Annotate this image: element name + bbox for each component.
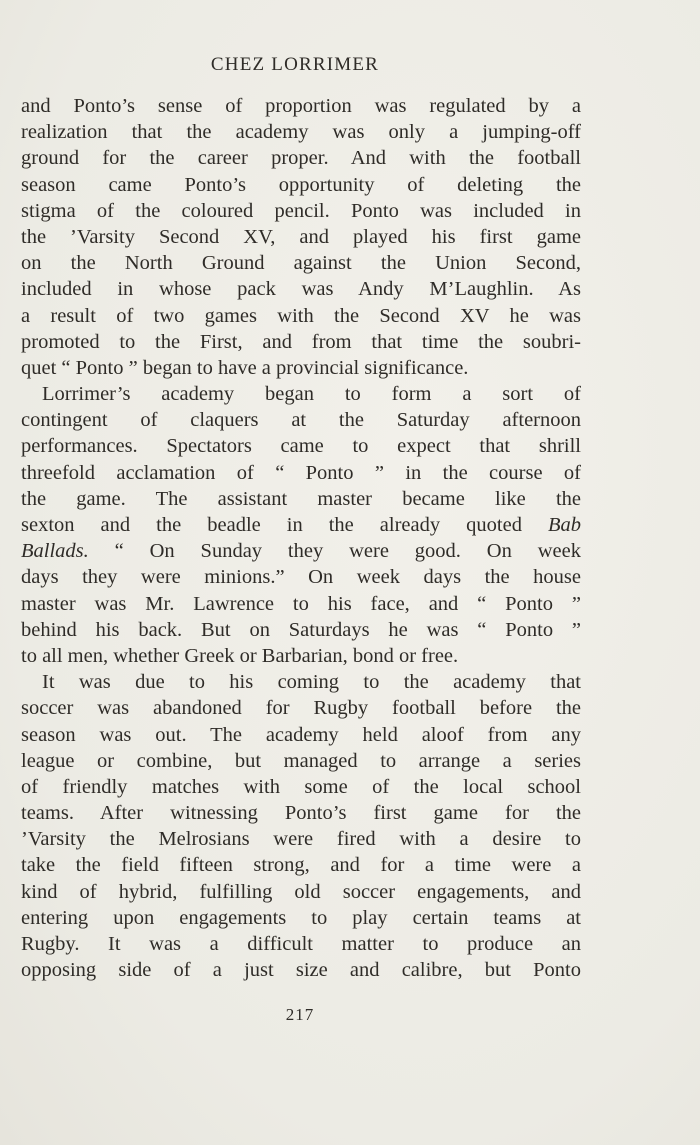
line-text: Rugby. It was a difficult matter to produce an — [21, 933, 581, 955]
text-line — [21, 381, 581, 407]
text-line — [21, 407, 581, 433]
line-text: days they were minions.” On week days the house — [21, 566, 581, 589]
line-text: league or combine, but managed to arrange a series — [21, 749, 581, 772]
text-line — [21, 512, 581, 538]
text-line — [21, 276, 581, 302]
text-line — [21, 695, 581, 721]
text-line — [21, 879, 581, 905]
text-line — [21, 145, 581, 171]
line-text: contingent of claquers at the Saturday afternoon — [21, 409, 581, 432]
line-text: season came Ponto’s opportunity of deleting the — [21, 173, 581, 196]
text-line — [21, 826, 581, 852]
text-line — [21, 303, 581, 329]
line-text: promoted to the First, and from that time the soubri- — [21, 330, 581, 353]
line-text: Lorrimer’s academy began to form a sort of — [42, 383, 581, 406]
line-text: soccer was abandoned for Rugby football before the — [21, 697, 581, 720]
italic-title: Ballads. — [21, 540, 89, 563]
line-text: quet “ Ponto ” began to have a provincial significance. — [21, 356, 469, 379]
line-text: opposing side of a just size and calibre, but Ponto — [21, 959, 581, 982]
line-text: on the North Ground against the Union Second, — [21, 252, 581, 275]
text-line — [21, 198, 581, 224]
line-text: realization that the academy was only a jumping-off — [21, 121, 581, 144]
line-text: performances. Spectators came to expect that shrill — [21, 435, 581, 458]
line-text: to all men, whether Greek or Barbarian, bond or free. — [21, 644, 459, 667]
line-text: included in whose pack was Andy M’Laughlin. As — [21, 278, 581, 301]
line-text: stigma of the coloured pencil. Ponto was included in — [21, 199, 581, 222]
text-line — [21, 93, 581, 119]
running-head: CHEZ LORRIMER — [210, 54, 380, 75]
text-line — [21, 119, 581, 145]
text-line — [21, 669, 581, 695]
body-text — [21, 93, 581, 983]
text-line — [21, 460, 581, 486]
line-text: take the field fifteen strong, and for a time were a — [21, 854, 581, 877]
line-text: threefold acclamation of “ Ponto ” in the course of — [21, 461, 581, 484]
line-text: a result of two games with the Second XV he was — [21, 304, 581, 327]
text-line — [21, 433, 581, 459]
text-line — [21, 355, 581, 381]
text-line — [21, 957, 581, 983]
line-text: of friendly matches with some of the local school — [21, 775, 581, 798]
text-line — [21, 774, 581, 800]
text-line — [21, 722, 581, 748]
text-line — [21, 852, 581, 878]
line-text: master was Mr. Lawrence to his face, and “ Ponto ” — [21, 592, 581, 615]
line-text: the ’Varsity Second XV, and played his first game — [21, 225, 581, 248]
text-line — [21, 643, 581, 669]
text-line — [21, 748, 581, 774]
line-text: the game. The assistant master became like the — [21, 487, 581, 510]
text-line — [21, 800, 581, 826]
line-text: season was out. The academy held aloof from any — [21, 723, 581, 746]
line-text: sexton and the beadle in the already quoted — [21, 514, 522, 536]
text-line — [21, 250, 581, 276]
italic-title: Bab — [547, 514, 582, 536]
line-text: “ On Sunday they were good. On week — [88, 540, 581, 563]
line-text: behind his back. But on Saturdays he was “ Ponto ” — [21, 618, 581, 641]
text-line — [21, 172, 581, 198]
text-line — [21, 905, 581, 931]
text-line — [21, 538, 581, 564]
text-line — [21, 617, 581, 643]
line-text: teams. After witnessing Ponto’s first game for the — [21, 802, 581, 825]
text-line — [21, 486, 581, 512]
text-line — [21, 591, 581, 617]
text-line — [21, 329, 581, 355]
line-text: kind of hybrid, fulfilling old soccer engagements, and — [21, 880, 581, 903]
line-text: ground for the career proper. And with the football — [21, 147, 581, 170]
line-text: It was due to his coming to the academy that — [42, 671, 581, 694]
line-text: entering upon engagements to play certain teams at — [21, 906, 581, 929]
text-line — [21, 564, 581, 590]
page-number: 217 — [285, 1005, 315, 1024]
text-line — [21, 931, 581, 957]
line-text: ’Varsity the Melrosians were fired with a desire to — [21, 828, 581, 851]
line-text: and Ponto’s sense of proportion was regulated by a — [21, 95, 581, 117]
text-line — [21, 224, 581, 250]
